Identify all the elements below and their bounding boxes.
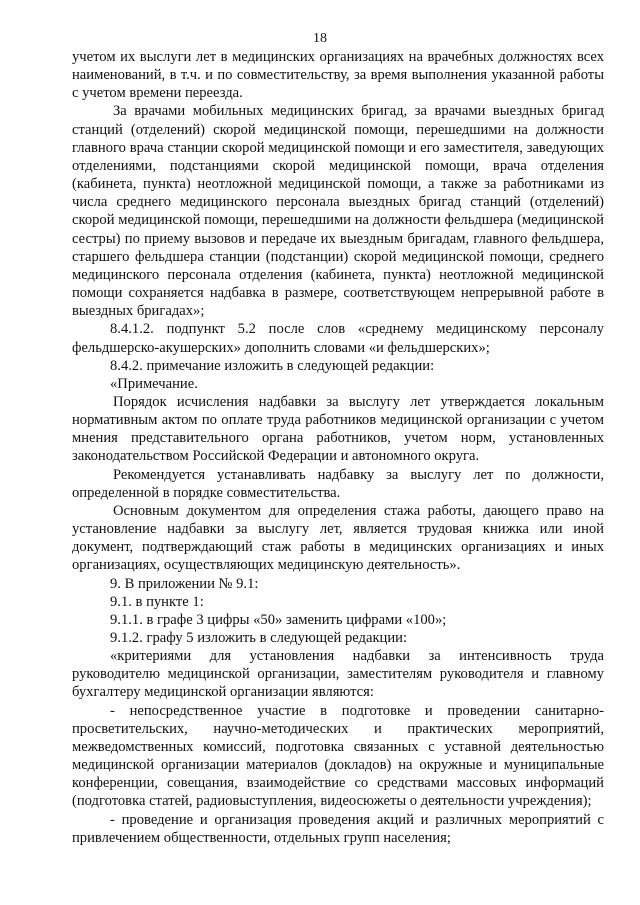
list-item-participation: - непосредственное участие в подготовке и проведении санитарно-просветительских, научно-методических и практических мероприятий, межведомственных комиссий, подготовка связанных с уставной деятельностью медицинской организации материалов (докладов) на окружные и муниципальные конференции, совещания, взаимодействие со средствами массовых информаций (подготовка статей, радиовыступления, видеосюжеты о деятельности учреждения); bbox=[72, 702, 604, 810]
paragraph-recommendation: Рекомендуется устанавливать надбавку за выслугу лет по должности, определенной в порядке совместительства. bbox=[72, 466, 604, 501]
list-item-events: - проведение и организация проведения акций и различных мероприятий с привлечением общественности, отдельных групп населения; bbox=[72, 811, 604, 846]
paragraph-ambulance-doctors: За врачами мобильных медицинских бригад, за врачами выездных бригад станций (отделений) скорой медицинской помощи, перешедшими на должности главного врача станции скорой медицинской помощи и его заместителя, заведующих отделениями, подстанциями скорой медицинской помощи, врача отделения (кабинета, пункта) неотложной медицинской помощи, а также за работниками из числа среднего медицинского персонала выездных бригад станций (отделений) скорой медицинской помощи, перешедшими на должности фельдшера (медицинской сестры) по приему вызовов и передаче их выездным бригадам, главного фельдшера, старшего фельдшера станции (подстанции) скорой медицинской помощи, среднего медицинского персонала отделения (кабинета, пункта) неотложной медицинской помощи сохраняется надбавка в размере, соответствующем непрерывной работе в выездных бригадах»; bbox=[72, 103, 604, 320]
paragraph-8-4-1-2: 8.4.1.2. подпункт 5.2 после слов «среднему медицинскому персоналу фельдшерско-акушерских» дополнить словами «и фельдшерских»; bbox=[72, 321, 604, 356]
paragraph-criteria: «критериями для установления надбавки за интенсивность труда руководителю медицинской организации, заместителям руководителя и главному бухгалтеру медицинской организации являются: bbox=[72, 648, 604, 701]
paragraph-continuation: учетом их выслуги лет в медицинских организациях на врачебных должностях всех наименований, в т.ч. и по совместительству, за время выполнения указанной работы с учетом времени переезда. bbox=[72, 49, 604, 102]
paragraph-9-1-2: 9.1.2. графу 5 изложить в следующей редакции: bbox=[110, 630, 408, 646]
paragraph-8-4-2: 8.4.2. примечание изложить в следующей редакции: bbox=[110, 357, 435, 374]
document-body bbox=[72, 48, 604, 847]
paragraph-9: 9. В приложении № 9.1: bbox=[110, 575, 259, 592]
paragraph-main-document: Основным документом для определения стажа работы, дающего право на установление надбавки за выслугу лет, является трудовая книжка или иной документ, подтверждающий стаж работы в медицинских организациях и иных организациях, осуществляющих медицинскую деятельность». bbox=[72, 502, 604, 574]
paragraph-note-heading: «Примечание. bbox=[110, 375, 198, 392]
page-number: 18 bbox=[313, 31, 327, 46]
paragraph-9-1-1: 9.1.1. в графе 3 цифры «50» заменить цифрами «100»; bbox=[110, 611, 447, 628]
paragraph-calculation-order: Порядок исчисления надбавки за выслугу лет утверждается локальным нормативным актом по оплате труда работников медицинской организации с учетом мнения представительного органа работников, учетом норм, установленных законодательством Российской Федерации и автономного округа. bbox=[72, 393, 604, 465]
paragraph-9-1: 9.1. в пункте 1: bbox=[110, 593, 204, 610]
